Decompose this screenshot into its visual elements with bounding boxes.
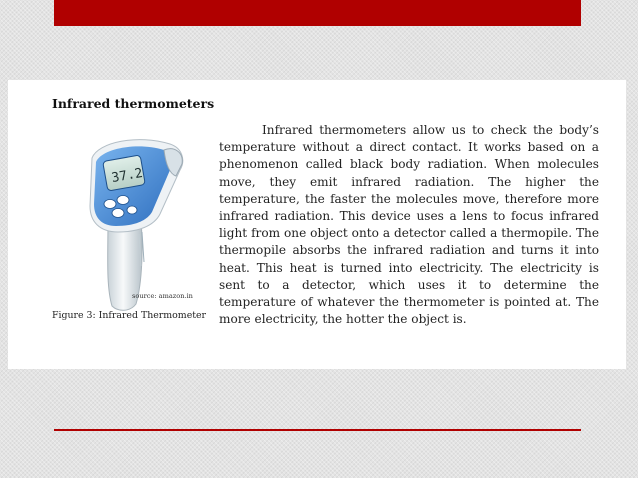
image-source-credit: source: amazon.in (132, 292, 193, 300)
figure-caption: Figure 3: Infrared Thermometer (52, 310, 207, 321)
display-reading: 37.2 (110, 165, 144, 187)
section-heading: Infrared thermometers (52, 96, 215, 111)
bottom-divider (54, 429, 581, 431)
top-accent-bar (54, 0, 581, 26)
body-paragraph: Infrared thermometers allow us to check the body’s temperature without a direct contact. It works based on a phenomenon called black body radiation. When molecules move, they emit infrared radiation. The higher the temperature, the faster the molecules move, therefore more infrared radiation. This device uses a lens to focus infrared light from one object onto a detector called a thermopile. The thermopile absorbs the infrared radiation and turns it into heat. This heat is turned into electricity. The electricity is sent to a detector, which uses it to determine the temperature of whatever the thermometer is pointed at. The more electricity, the hotter the object is. (219, 123, 599, 327)
infrared-thermometer-image (78, 136, 190, 312)
content-panel (8, 80, 626, 369)
